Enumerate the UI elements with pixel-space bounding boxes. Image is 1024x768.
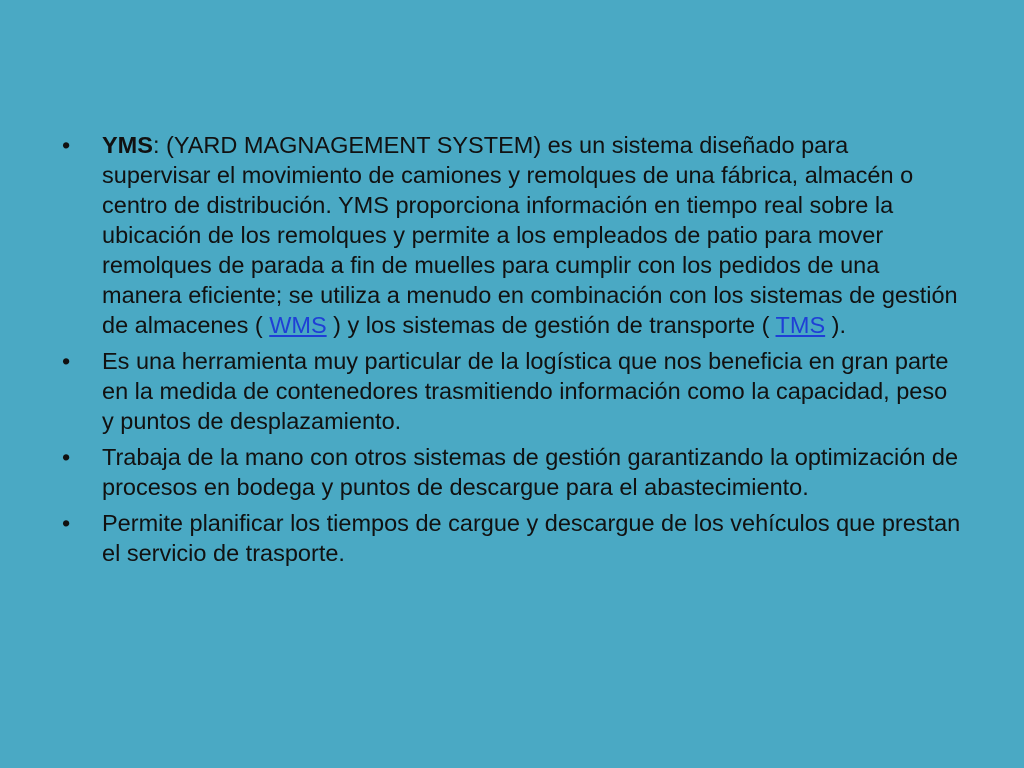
bullet-icon: • [62, 444, 71, 470]
bullet-item-yms [62, 130, 962, 340]
yms-description-continued: ) y los sistemas de gestión de transporte ( [326, 312, 776, 338]
bullet-item-trabaja [62, 442, 962, 502]
bullet-text: Trabaja de la mano con otros sistemas de gestión garantizando la optimización de procesos en bodega y puntos de descargue para el abastecimiento. [102, 444, 959, 500]
bullet-item-herramienta [62, 346, 962, 436]
bullet-text: Es una herramienta muy particular de la logística que nos beneficia en gran parte en la medida de contenedores trasmitiendo información como la capacidad, peso y puntos de desplazamiento. [102, 348, 949, 434]
bullet-icon: • [62, 510, 71, 536]
tms-link[interactable]: TMS [775, 312, 826, 338]
yms-description: : (YARD MAGNAGEMENT SYSTEM) es un sistema diseñado para supervisar el movimiento de camiones y remolques de una fábrica, almacén o centro de distribución. YMS proporciona información en tiempo real sobre la ubicación de los remolques y permite a los empleados de patio para mover remolques de parada a fin de muelles para cumplir con los pedidos de una manera eficiente; se utiliza a menudo en combinación con los sistemas de gestión de almacenes ( [102, 132, 958, 338]
bullet-text: Permite planificar los tiempos de cargue y descargue de los vehículos que prestan el servicio de trasporte. [102, 510, 961, 566]
bullet-icon: • [62, 348, 71, 374]
bullet-icon: • [62, 132, 71, 158]
bullet-list [62, 130, 962, 574]
wms-link[interactable]: WMS [269, 312, 327, 338]
yms-description-end: ). [825, 312, 847, 338]
bullet-item-permite [62, 508, 962, 568]
yms-term: YMS [102, 132, 153, 158]
